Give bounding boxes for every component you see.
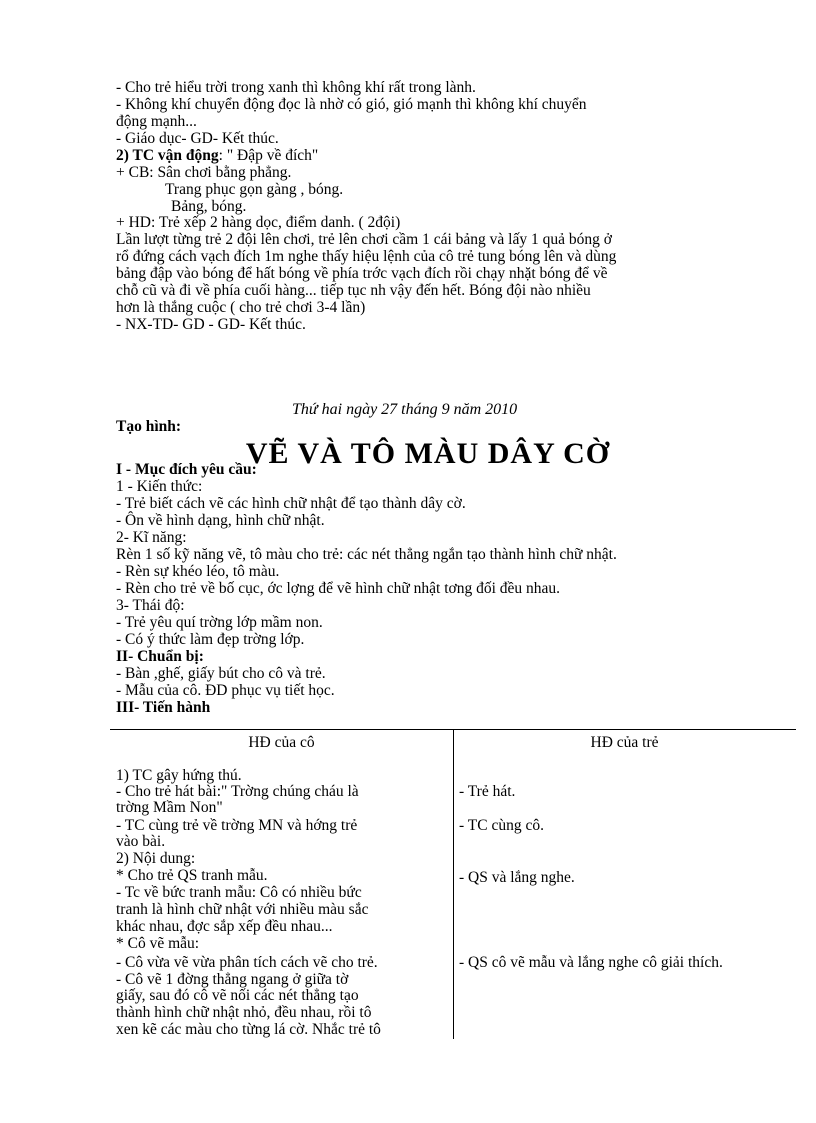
- table-line: - Cô vẽ 1 đờng thẳng ngang ở giữa tờ: [116, 971, 349, 988]
- text-line: - Bàn ,ghế, giấy bút cho cô và trẻ.: [116, 665, 326, 682]
- text-line: - Có ý thức làm đẹp trờng lớp.: [116, 631, 305, 648]
- table-header-teacher: HĐ của cô: [248, 734, 315, 751]
- text-line: hơn là thắng cuộc ( cho trẻ chơi 3-4 lần): [116, 299, 366, 316]
- game-heading-rest: : " Đập về đích": [218, 147, 319, 164]
- text-line: 2- Kĩ năng:: [116, 529, 187, 546]
- game-heading: [116, 147, 318, 164]
- text-line: rổ đứng cách vạch đích 1m nghe thấy hiệu lệnh của cô trẻ tung bóng lên và dùng: [116, 248, 617, 265]
- text-line: 3- Thái độ:: [116, 597, 185, 614]
- text-line: Bảng, bóng.: [171, 198, 247, 215]
- table-line: vào bài.: [116, 833, 166, 850]
- text-line: Trang phục gọn gàng , bóng.: [165, 181, 344, 198]
- text-line: chỗ cũ và đi về phía cuối hàng... tiếp tục nh vậy đến hết. Bóng đội nào nhiều: [116, 282, 591, 299]
- section-heading: II- Chuẩn bị:: [116, 648, 204, 665]
- text-line: + HD: Trẻ xếp 2 hàng dọc, điểm danh. ( 2đội): [116, 214, 401, 231]
- text-line: - NX-TD- GD - GD- Kết thúc.: [116, 316, 306, 333]
- text-line: - Cho trẻ hiểu trời trong xanh thì không khí rất trong lành.: [116, 79, 476, 96]
- table-line: - Cho trẻ hát bài:" Trờng chúng cháu là: [116, 783, 359, 800]
- table-line: 2) Nội dung:: [116, 850, 196, 867]
- table-line: trờng Mầm Non": [116, 799, 223, 816]
- text-line: - Ôn về hình dạng, hình chữ nhật.: [116, 512, 325, 529]
- section-heading: III- Tiến hành: [116, 699, 211, 716]
- table-line: xen kẽ các màu cho từng lá cờ. Nhắc trẻ tô: [116, 1021, 381, 1038]
- text-line: Rèn 1 số kỹ năng vẽ, tô màu cho trẻ: các nét thẳng ngắn tạo thành hình chữ nhật.: [116, 546, 617, 563]
- table-line: - Trẻ hát.: [459, 783, 516, 800]
- table-line: - QS cô vẽ mẫu và lắng nghe cô giải thích.: [459, 954, 723, 971]
- text-line: - Rèn sự khéo léo, tô màu.: [116, 563, 280, 580]
- subject-label: Tạo hình:: [116, 418, 182, 435]
- text-line: bảng đập vào bóng để hất bóng về phía trớc vạch đích rồi chạy nhặt bóng để về: [116, 265, 608, 282]
- table-line: * Cho trẻ QS tranh mẫu.: [116, 867, 268, 884]
- table-line: khác nhau, đợc sắp xếp đều nhau...: [116, 918, 333, 935]
- text-line: - Giáo dục- GD- Kết thúc.: [116, 130, 279, 147]
- table-line: 1) TC gây hứng thú.: [116, 767, 242, 784]
- table-line: thành hình chữ nhật nhỏ, đều nhau, rồi tô: [116, 1004, 372, 1021]
- table-line: - Tc về bức tranh mẫu: Cô có nhiều bức: [116, 884, 362, 901]
- text-line: - Rèn cho trẻ về bố cục, ớc lợng để vẽ hình chữ nhật tơng đối đều nhau.: [116, 580, 561, 597]
- section-heading: I - Mục đích yêu cầu:: [116, 461, 257, 478]
- table-column-divider: [453, 729, 454, 1039]
- lesson-title: VẼ VÀ TÔ MÀU DÂY CỜ: [245, 437, 611, 470]
- table-line: * Cô vẽ mẫu:: [116, 935, 200, 952]
- text-line: Lần lượt từng trẻ 2 đội lên chơi, trẻ lên chơi cầm 1 cái bảng và lấy 1 quả bóng ở: [116, 231, 612, 248]
- table-header-children: HĐ của trẻ: [590, 734, 659, 751]
- lesson-date: Thứ hai ngày 27 tháng 9 năm 2010: [292, 401, 518, 418]
- text-line: + CB: Sân chơi bằng phẳng.: [116, 164, 292, 181]
- text-line: 1 - Kiến thức:: [116, 478, 203, 495]
- text-line: - Trẻ biết cách vẽ các hình chữ nhật để tạo thành dây cờ.: [116, 495, 466, 512]
- text-line: động mạnh...: [116, 113, 197, 130]
- table-line: giấy, sau đó cô vẽ nối các nét thẳng tạo: [116, 987, 359, 1004]
- table-line: - TC cùng trẻ về trờng MN và hớng trẻ: [116, 817, 358, 834]
- table-line: - QS và lắng nghe.: [459, 869, 575, 886]
- table-line: tranh là hình chữ nhật với nhiều màu sắc: [116, 901, 369, 918]
- table-line: - TC cùng cô.: [459, 817, 544, 834]
- game-heading-bold: 2) TC vận động: [116, 147, 219, 164]
- text-line: - Mẫu của cô. ĐD phục vụ tiết học.: [116, 682, 335, 699]
- text-line: - Trẻ yêu quí trờng lớp mầm non.: [116, 614, 323, 631]
- text-line: - Không khí chuyển động đọc là nhờ có gió, gió mạnh thì không khí chuyển: [116, 96, 587, 113]
- table-line: - Cô vừa vẽ vừa phân tích cách vẽ cho trẻ.: [116, 954, 378, 971]
